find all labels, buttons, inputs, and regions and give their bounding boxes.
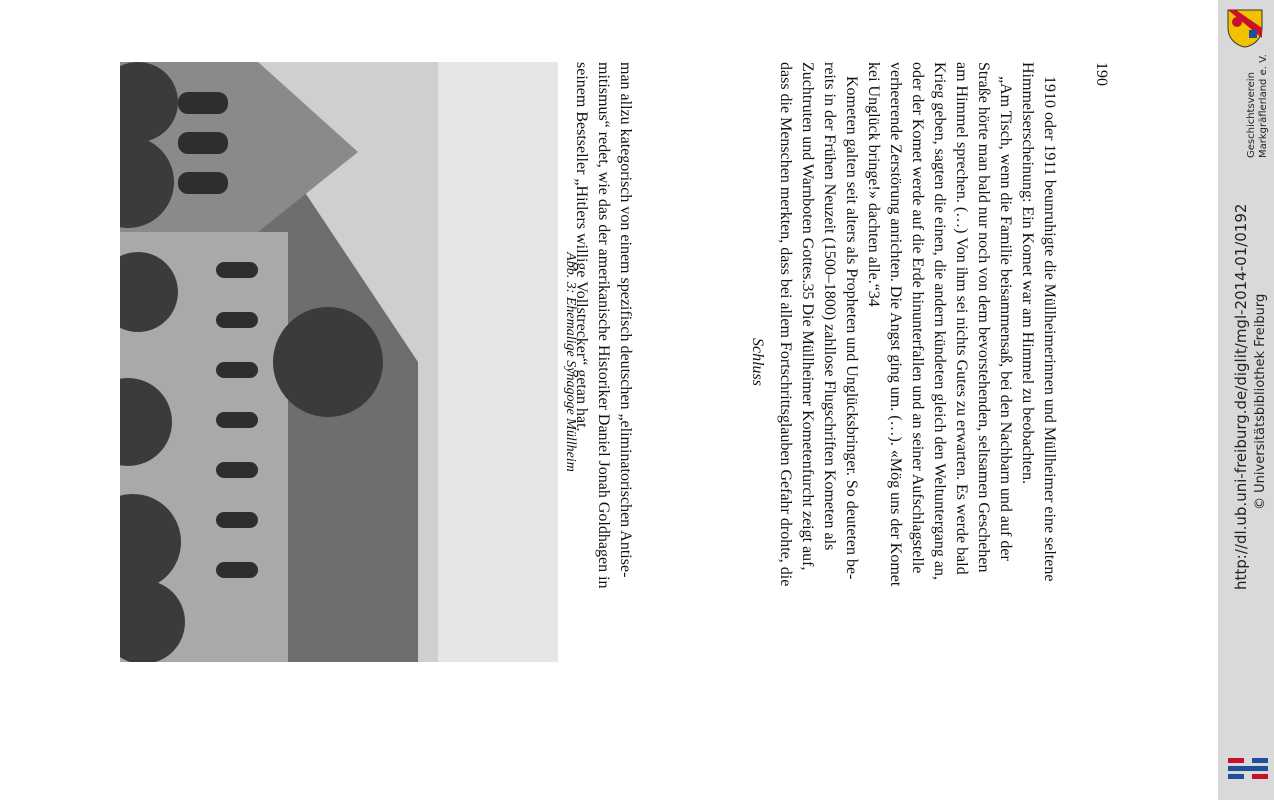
body-line: Himmelserscheinung: Ein Komet war am Himmel zu beobachten. [1019, 62, 1036, 485]
synagogue-photo [120, 62, 558, 662]
body-line: oder der Komet werde auf die Erde hinunterfallen und an seiner Aufschlagstelle [909, 62, 926, 574]
body-line: Straße hörte man bald nur noch von dem bevorstehenden, seltsamen Geschehen [975, 62, 992, 573]
body-line: Krieg geben, sagten die einen, die andern kündeten gleich den Weltuntergang an, [931, 62, 948, 580]
body-line: 1910 oder 1911 beunruhigte die Müllheimerinnen und Müllheimer eine seltene [1041, 76, 1058, 582]
intro-paragraph [570, 62, 636, 662]
ub-freiburg-logo-icon [1228, 748, 1268, 788]
intro-line: seinem Bestseller „Hitlers willige Vollstrecker“ getan hat. [573, 62, 590, 432]
body-line: am Himmel sprechen. (…) Von ihm sei nichts Gutes zu erwarten. Es werde bald [953, 62, 970, 575]
body-text [774, 62, 1060, 662]
page-number: 190 [1093, 62, 1110, 86]
section-heading: Schluss [749, 338, 766, 386]
body-line: „Am Tisch, wenn die Familie beisammensaß, bei den Nachbarn und auf der [997, 76, 1014, 561]
sidebar-verein-line1: Geschichtsverein [1246, 72, 1257, 158]
photo-caption [558, 62, 578, 662]
body-line: reits in der Frühen Neuzeit (1500–1800) zahllose Flugschriften Kometen als [821, 62, 838, 551]
body-line: dass die Menschen merkten, dass bei allem Fortschrittsglauben Gefahr drohte, die [777, 62, 794, 587]
sidebar-url-link[interactable]: http://dl.ub.uni-freiburg.de/diglit/mgl-2014-01/0192 [1232, 203, 1250, 590]
body-line: Kometen galten seit alters als Propheten und Unglücksbringer. So deuteten be- [843, 76, 860, 580]
sidebar-verein-line2: Markgräflerland e. V. [1258, 54, 1269, 158]
caption-text: Abb. 3: Ehemalige Synagoge Müllheim [563, 252, 578, 472]
body-line: Zuchtruten und Warnboten Gottes.35 Die Müllheimer Kometenfurcht zeigt auf, [799, 62, 816, 571]
body-line: verheerende Zerstörung anrichten. Die Angst ging um. (…). «Mög uns der Komet [887, 62, 904, 587]
intro-line: man allzu kategorisch von einem spezifisch deutschen „eliminatorischen Antise- [617, 62, 634, 578]
intro-line: mitismus“ redet, wie das der amerikanische Historiker Daniel Jonah Goldhagen in [595, 62, 612, 589]
body-line: kei Unglück bringe!» dachten alle.“34 [865, 62, 882, 307]
synagogue-illustration [120, 62, 558, 662]
sidebar-library-credit: © Universitätsbibliothek Freiburg [1253, 293, 1268, 510]
coat-of-arms-icon [1222, 8, 1268, 48]
